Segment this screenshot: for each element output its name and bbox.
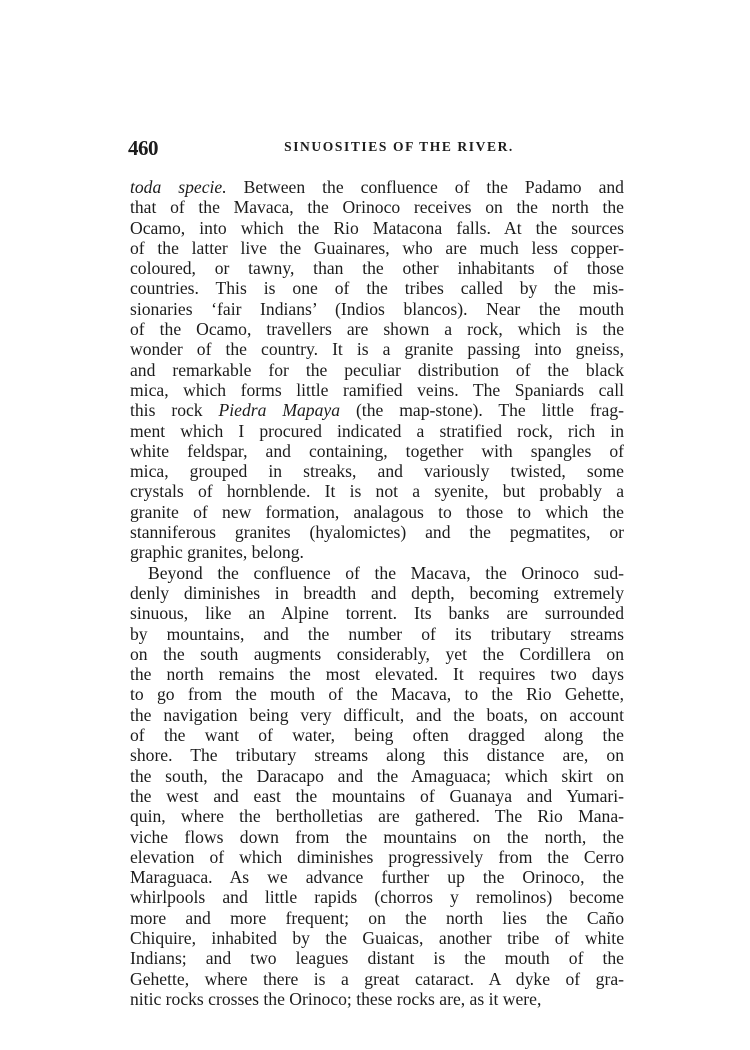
text-line: ment which I procured indicated a stratified rock, rich in	[130, 420, 624, 441]
text-line: of the latter live the Guainares, who are much less copper-	[130, 237, 624, 258]
text-line: mica, which forms little ramified veins. The Spaniards call	[130, 379, 624, 400]
text-line: countries. This is one of the tribes called by the mis-	[130, 278, 624, 299]
text-line: nitic rocks crosses the Orinoco; these rocks are, as it were,	[130, 988, 542, 1009]
text-line: the navigation being very difficult, and the boats, on account	[130, 704, 624, 725]
text-line: the west and east the mountains of Guanaya and Yumari-	[130, 785, 624, 806]
text-line: Gehette, where there is a great cataract. A dyke of gra-	[130, 968, 624, 989]
text-line: Chiquire, inhabited by the Guaicas, another tribe of white	[130, 927, 624, 948]
text-line: Maraguaca. As we advance further up the Orinoco, the	[130, 867, 624, 888]
text-line: toda specie. Between the confluence of the Padamo and	[130, 177, 624, 197]
page-number: 460	[128, 136, 158, 160]
text-line: by mountains, and the number of its tributary streams	[130, 623, 624, 644]
text-line: wonder of the country. It is a granite passing into gneiss,	[130, 339, 624, 360]
text-line: crystals of hornblende. It is not a syenite, but probably a	[130, 481, 624, 502]
body-text	[130, 177, 624, 1009]
page-header	[128, 136, 626, 162]
text-line: quin, where the bertholletias are gathered. The Rio Mana-	[130, 806, 624, 827]
text-line: of the want of water, being often dragged along the	[130, 725, 624, 746]
text-line: white feldspar, and containing, together with spangles of	[130, 440, 624, 461]
text-line: stanniferous granites (hyalomictes) and the pegmatites, or	[130, 522, 624, 543]
text-line: viche flows down from the mountains on the north, the	[130, 826, 624, 847]
text-line: mica, grouped in streaks, and variously twisted, some	[130, 461, 624, 482]
text-line: more and more frequent; on the north lies the Caño	[130, 907, 624, 928]
paragraph	[130, 177, 624, 563]
text-line: the south, the Daracapo and the Amaguaca; which skirt on	[130, 765, 624, 786]
text-line: Beyond the confluence of the Macava, the Orinoco sud-	[148, 562, 624, 583]
italic-phrase: Piedra Mapaya	[218, 400, 341, 421]
text-line: Ocamo, into which the Rio Matacona falls. At the sources	[130, 217, 624, 238]
text-line: denly diminishes in breadth and depth, becoming extremely	[130, 582, 624, 603]
text-line: on the south augments considerably, yet the Cordillera on	[130, 643, 624, 664]
text-line: elevation of which diminishes progressively from the Cerro	[130, 846, 624, 867]
italic-phrase: toda specie.	[130, 177, 227, 197]
text-line: that of the Mavaca, the Orinoco receives on the north the	[130, 197, 624, 218]
text-line: granite of new formation, analagous to those to which the	[130, 501, 624, 522]
text-line: and remarkable for the peculiar distribution of the black	[130, 359, 624, 380]
text-line: shore. The tributary streams along this distance are, on	[130, 745, 624, 766]
text-line: graphic granites, belong.	[130, 542, 304, 563]
paragraph	[130, 563, 624, 1010]
text-line: to go from the mouth of the Macava, to the Rio Gehette,	[130, 684, 624, 705]
text-line: of the Ocamo, travellers are shown a rock, which is the	[130, 319, 624, 340]
text-line: coloured, or tawny, than the other inhabitants of those	[130, 258, 624, 279]
text-line: the north remains the most elevated. It requires two days	[130, 664, 624, 685]
text-line: Indians; and two leagues distant is the mouth of the	[130, 948, 624, 969]
text-line: whirlpools and little rapids (chorros y remolinos) become	[130, 887, 624, 908]
running-title: SINUOSITIES OF THE RIVER.	[284, 139, 514, 154]
text-line: this rock Piedra Mapaya (the map-stone). The little frag-	[130, 400, 625, 421]
text-line: sionaries ‘fair Indians’ (Indios blancos). Near the mouth	[130, 298, 624, 319]
text-line: sinuous, like an Alpine torrent. Its banks are surrounded	[130, 603, 624, 624]
